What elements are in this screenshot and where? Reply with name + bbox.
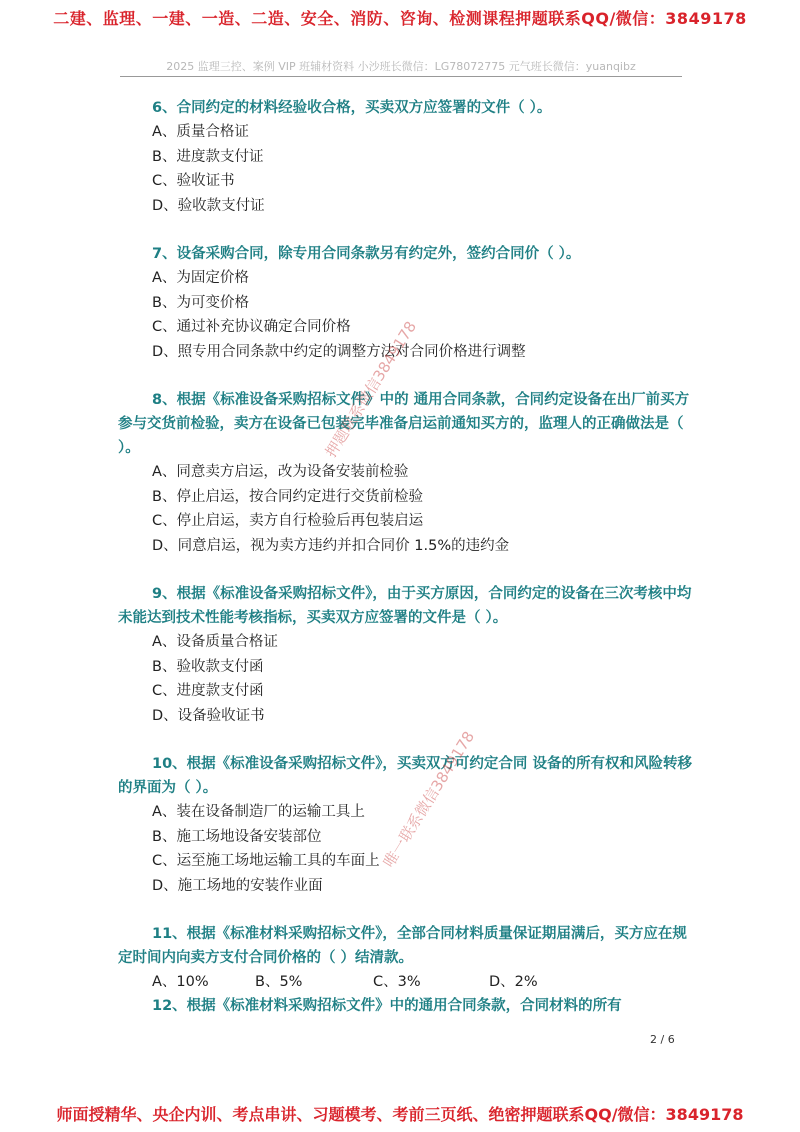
option-a: A、装在设备制造厂的运输工具上 xyxy=(152,804,365,820)
option-row xyxy=(152,970,692,994)
option-b: B、停止启运，按合同约定进行交货前检验 xyxy=(152,488,423,505)
question-title: 12、根据《标准材料采购招标文件》中的通用合同条款，合同材料的所有 xyxy=(152,998,622,1014)
question-6 xyxy=(152,96,692,218)
watermark-text: 押题联系微信3849178 xyxy=(321,318,421,461)
option-d: D、设备验收证书 xyxy=(152,707,265,724)
option-b: B、施工场地设备安装部位 xyxy=(152,828,322,845)
page-number: 2 / 6 xyxy=(650,1033,675,1046)
option-a: A、质量合格证 xyxy=(152,124,249,140)
question-11 xyxy=(118,922,692,994)
question-title: 10、根据《标准设备采购招标文件》，买卖双方可约定合同 设备的所有权和风险转移的界面为（ ）。 xyxy=(118,756,692,796)
option-a: A、10% xyxy=(152,974,209,990)
option-c: C、进度款支付函 xyxy=(152,683,264,699)
option-b: B、进度款支付证 xyxy=(152,148,264,165)
page-header: 2025 监理三控、案例 VIP 班辅材资料 小沙班长微信：LG78072775 元气班长微信：yuanqibz xyxy=(166,60,636,73)
question-9 xyxy=(118,582,692,728)
question-title: 9、根据《标准设备采购招标文件》，由于买方原因，合同约定的设备在三次考核中均未能达到技术性能考核指标，买卖双方应签署的文件是（ ）。 xyxy=(118,586,692,626)
option-b: B、为可变价格 xyxy=(152,294,249,311)
bottom-banner: 师面授精华、央企内训、考点串讲、习题模考、考前三页纸、绝密押题联系QQ/微信：3849178 xyxy=(56,1105,744,1124)
watermark-text: 唯一联系微信3849178 xyxy=(379,728,479,871)
option-a: A、设备质量合格证 xyxy=(152,634,278,650)
question-title: 11、根据《标准材料采购招标文件》，全部合同材料质量保证期届满后，买方应在规定时间内向卖方支付合同价格的（ ）结清款。 xyxy=(118,926,687,966)
question-12 xyxy=(152,994,692,1018)
option-d: D、施工场地的安装作业面 xyxy=(152,877,323,894)
question-10 xyxy=(118,752,692,898)
option-c: C、3% xyxy=(373,974,421,990)
question-7 xyxy=(152,242,692,364)
option-d: D、验收款支付证 xyxy=(152,197,265,214)
document-body xyxy=(118,96,692,1042)
option-b: B、验收款支付函 xyxy=(152,658,264,675)
question-title: 8、根据《标准设备采购招标文件》中的 通用合同条款，合同约定设备在出厂前买方参与交货前检验，卖方在设备已包装完毕准备启运前通知买方的，监理人的正确做法是（ ）。 xyxy=(118,392,690,456)
question-title: 6、合同约定的材料经验收合格，买卖双方应签署的文件（ ）。 xyxy=(152,100,552,116)
option-d: D、同意启运，视为卖方违约并扣合同价 1.5%的违约金 xyxy=(152,537,510,554)
header-divider xyxy=(120,76,682,77)
question-8 xyxy=(118,388,692,558)
option-c: C、验收证书 xyxy=(152,173,235,189)
option-b: B、5% xyxy=(255,974,303,990)
option-d: D、照专用合同条款中约定的调整方法对合同价格进行调整 xyxy=(152,343,526,360)
question-title: 7、设备采购合同，除专用合同条款另有约定外，签约合同价（ ）。 xyxy=(152,246,581,262)
option-c: C、运至施工场地运输工具的车面上 xyxy=(152,853,380,869)
option-a: A、同意卖方启运，改为设备安装前检验 xyxy=(152,464,409,480)
top-banner: 二建、监理、一建、一造、二造、安全、消防、咨询、检测课程押题联系QQ/微信：3849178 xyxy=(53,9,747,28)
option-a: A、为固定价格 xyxy=(152,270,249,286)
option-c: C、停止启运，卖方自行检验后再包装启运 xyxy=(152,513,424,529)
option-d: D、2% xyxy=(489,974,538,990)
option-c: C、通过补充协议确定合同价格 xyxy=(152,319,351,335)
